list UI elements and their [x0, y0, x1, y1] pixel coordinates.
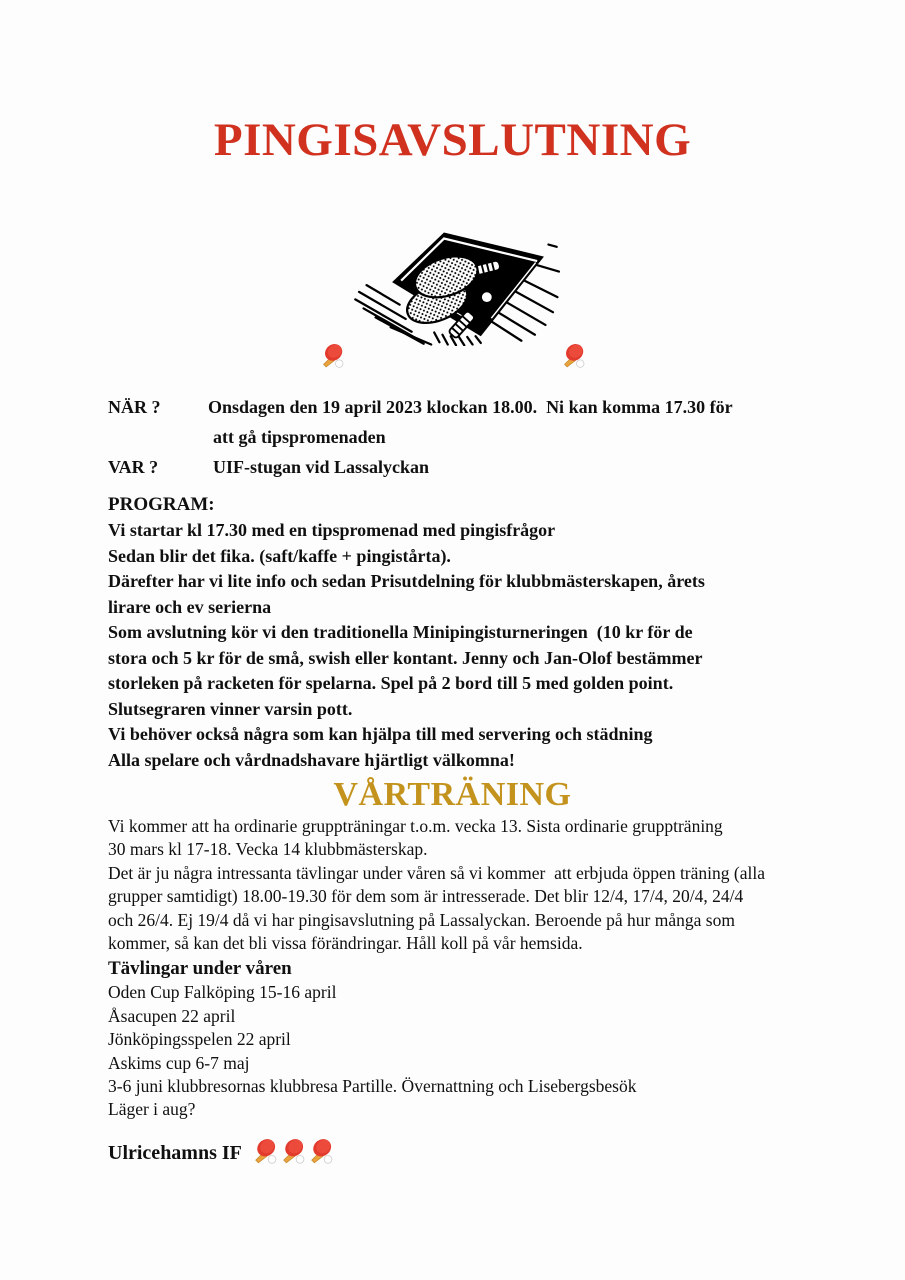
- when-value-line2: att gå tipspromenaden: [213, 427, 386, 447]
- ping-pong-paddle-emoji: [319, 343, 346, 370]
- program-line: Slutsegraren vinner varsin pott.: [108, 698, 353, 719]
- program-line: lirare och ev serierna: [108, 596, 272, 617]
- competitions-heading: Tävlingar under våren: [108, 958, 292, 980]
- program-line: Alla spelare och vårdnadshavare hjärtligt välkomna!: [108, 749, 515, 770]
- program-section: [108, 492, 865, 773]
- when-value-line1: Onsdagen den 19 april 2023 klockan 18.00. Ni kan komma 17.30 för: [208, 397, 733, 417]
- competition-item: Läger i aug?: [108, 1099, 196, 1120]
- paragraph-line: 30 mars kl 17-18. Vecka 14 klubbmästerskap.: [108, 839, 428, 860]
- when-label: NÄR ?: [108, 397, 161, 417]
- competition-item: Jönköpingsspelen 22 april: [108, 1029, 291, 1050]
- competition-item: 3-6 juni klubbresornas klubbresa Partille. Övernattning och Lisebergsbesök: [108, 1076, 637, 1097]
- spring-training-paragraph: [108, 815, 865, 955]
- ping-pong-paddle-emoji: [307, 1138, 335, 1166]
- program-line: Vi startar kl 17.30 med en tipspromenad med pingisfrågor: [108, 520, 556, 540]
- where-label: VAR ?: [108, 457, 159, 477]
- competition-item: Oden Cup Falköping 15-16 april: [108, 982, 337, 1003]
- ping-pong-paddle-emoji: [560, 343, 587, 370]
- competition-item: Askims cup 6-7 maj: [108, 1052, 250, 1073]
- when-where-section: [108, 392, 865, 482]
- table-tennis-clipart: [344, 222, 562, 346]
- program-line: Därefter har vi lite info och sedan Prisutdelning för klubbmästerskapen, årets: [108, 571, 705, 591]
- program-line: Vi behöver också några som kan hjälpa till med servering och städning: [108, 724, 653, 744]
- program-line: storleken på racketen för spelarna. Spel på 2 bord till 5 med golden point.: [108, 673, 674, 693]
- page-title: PINGISAVSLUTNING: [213, 114, 692, 166]
- competitions-list: [108, 981, 865, 1121]
- program-line: stora och 5 kr för de små, swish eller kontant. Jenny och Jan-Olof bestämmer: [108, 647, 703, 668]
- paragraph-line: och 26/4. Ej 19/4 då vi har pingisavslutning på Lassalyckan. Beroende på hur många som: [108, 909, 735, 930]
- program-heading: PROGRAM:: [108, 494, 215, 515]
- spacer: [108, 422, 208, 452]
- spring-training-title: VÅRTRÄNING: [333, 776, 572, 813]
- where-value: UIF-stugan vid Lassalyckan: [213, 457, 430, 477]
- paragraph-line: kommer, så kan det bli vissa förändringar. Håll koll på vår hemsida.: [108, 933, 583, 954]
- paragraph-line: grupper samtidigt) 18.00-19.30 för dem som är intresserade. Det blir 12/4, 17/4, 20/4, 24/4: [108, 886, 744, 907]
- flyer-body: [0, 392, 905, 1166]
- club-name: Ulricehamns IF: [108, 1142, 242, 1165]
- ping-pong-paddle-emoji: [251, 1138, 279, 1166]
- ping-pong-paddle-emoji: [279, 1138, 307, 1166]
- program-line: Sedan blir det fika. (saft/kaffe + pingistårta).: [108, 545, 451, 566]
- paragraph-line: Det är ju några intressanta tävlingar under våren så vi kommer att erbjuda öppen träning (alla: [108, 862, 765, 883]
- artwork-block: [317, 222, 589, 372]
- program-line: Som avslutning kör vi den traditionella Minipingisturneringen (10 kr för de: [108, 622, 693, 642]
- signature-row: [108, 1142, 865, 1166]
- paragraph-line: Vi kommer att ha ordinarie gruppträningar t.o.m. vecka 13. Sista ordinarie gruppträning: [108, 816, 723, 836]
- competition-item: Åsacupen 22 april: [108, 1005, 236, 1026]
